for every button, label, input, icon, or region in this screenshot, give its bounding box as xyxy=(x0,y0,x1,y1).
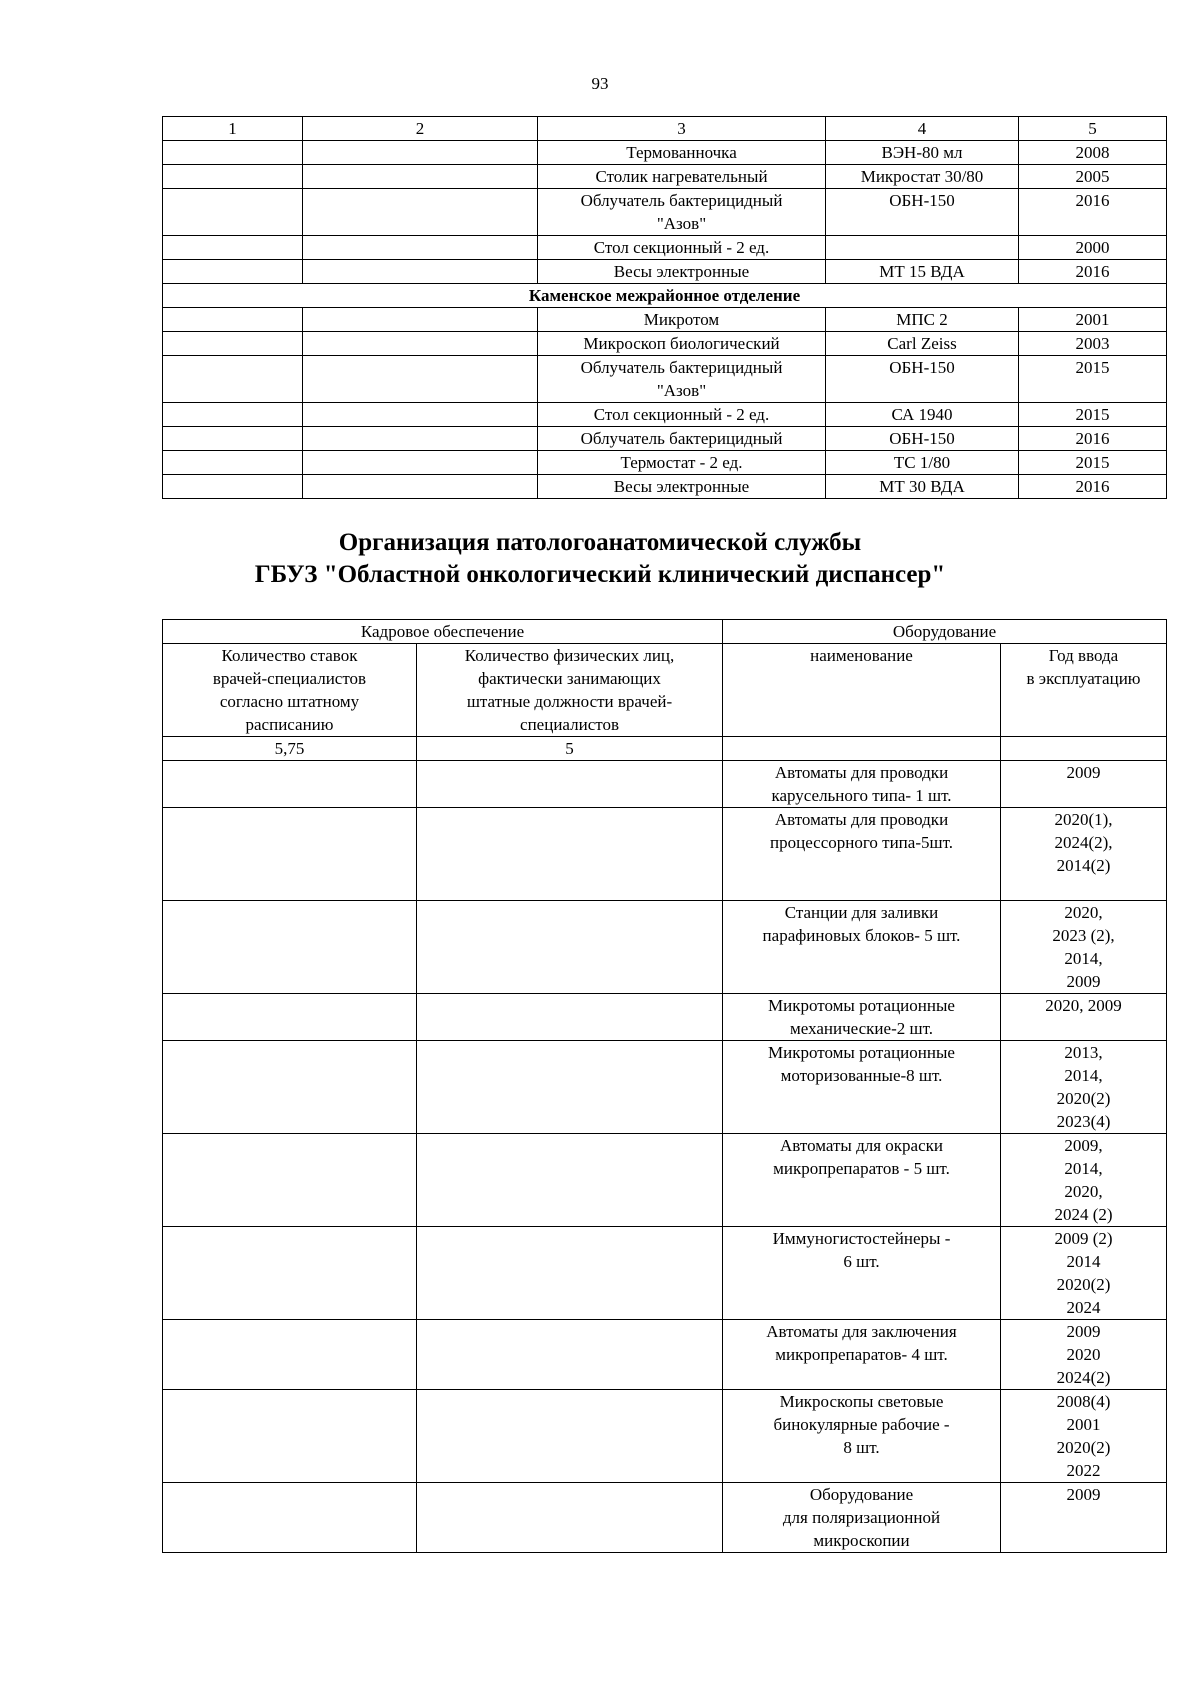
equipment-name: Микротомы ротационные моторизованные-8 шт. xyxy=(723,1041,1001,1134)
column-header-equipment-name: наименование xyxy=(723,644,1001,737)
equipment-name: Стол секционный - 2 ед. xyxy=(538,236,826,260)
equipment-name: Стол секционный - 2 ед. xyxy=(538,403,826,427)
equipment-year: 2020(1), 2024(2), 2014(2) xyxy=(1001,808,1167,901)
table-cell xyxy=(417,1041,723,1134)
column-header-staff-rates: Количество ставок врачей-специалистов согласно штатному расписанию xyxy=(163,644,417,737)
table-cell xyxy=(417,1483,723,1553)
equipment-name: Оборудование для поляризационной микроскопии xyxy=(723,1483,1001,1553)
equipment-name: Столик нагревательный xyxy=(538,165,826,189)
equipment-year: 2003 xyxy=(1019,332,1167,356)
table-row xyxy=(163,332,1167,356)
column-header-row xyxy=(163,644,1167,737)
table-cell xyxy=(163,403,303,427)
column-header-year: Год ввода в эксплуатацию xyxy=(1001,644,1167,737)
equipment-name: Иммуногистостейнеры - 6 шт. xyxy=(723,1227,1001,1320)
equipment-year: 2020, 2009 xyxy=(1001,994,1167,1041)
equipment-year: 2009 xyxy=(1001,761,1167,808)
equipment-table-continued xyxy=(162,116,1167,499)
staff-values-row xyxy=(163,737,1167,761)
equipment-year: 2008(4) 2001 2020(2) 2022 xyxy=(1001,1390,1167,1483)
table-cell xyxy=(163,761,417,808)
table-cell xyxy=(163,1483,417,1553)
table-cell xyxy=(417,901,723,994)
equipment-row xyxy=(163,1390,1167,1483)
table-row xyxy=(163,427,1167,451)
equipment-name: Весы электронные xyxy=(538,260,826,284)
table-cell xyxy=(163,165,303,189)
table-cell xyxy=(163,1134,417,1227)
equipment-model: ОБН-150 xyxy=(826,189,1019,236)
equipment-row xyxy=(163,808,1167,901)
table-cell xyxy=(163,1227,417,1320)
equipment-year: 2020, 2023 (2), 2014, 2009 xyxy=(1001,901,1167,994)
table-cell xyxy=(417,761,723,808)
equipment-name: Облучатель бактерицидный xyxy=(538,427,826,451)
table-cell xyxy=(1001,737,1167,761)
equipment-name: Микроскопы световые бинокулярные рабочие - 8 шт. xyxy=(723,1390,1001,1483)
table-row xyxy=(163,475,1167,499)
equipment-row xyxy=(163,1320,1167,1390)
table-cell xyxy=(163,994,417,1041)
table-cell xyxy=(303,260,538,284)
equipment-year: 2015 xyxy=(1019,356,1167,403)
equipment-model: ТС 1/80 xyxy=(826,451,1019,475)
table-cell xyxy=(163,356,303,403)
equipment-row xyxy=(163,1483,1167,1553)
column-number-5: 5 xyxy=(1019,117,1167,141)
table-cell xyxy=(163,475,303,499)
equipment-model: ОБН-150 xyxy=(826,427,1019,451)
equipment-year: 2009 (2) 2014 2020(2) 2024 xyxy=(1001,1227,1167,1320)
equipment-name: Автоматы для окраски микропрепаратов - 5 шт. xyxy=(723,1134,1001,1227)
group-header-staff: Кадровое обеспечение xyxy=(163,620,723,644)
column-number-2: 2 xyxy=(303,117,538,141)
table-cell xyxy=(303,427,538,451)
section-title-line-2: ГБУЗ "Областной онкологический клинический диспансер" xyxy=(254,561,946,588)
equipment-name: Автоматы для проводки карусельного типа- 1 шт. xyxy=(723,761,1001,808)
table-cell xyxy=(163,308,303,332)
table-cell xyxy=(303,475,538,499)
equipment-model: МТ 30 ВДА xyxy=(826,475,1019,499)
equipment-name: Микротом xyxy=(538,308,826,332)
table-row xyxy=(163,189,1167,236)
table-row xyxy=(163,141,1167,165)
equipment-row xyxy=(163,901,1167,994)
table-cell xyxy=(163,808,417,901)
table-cell xyxy=(723,737,1001,761)
table-cell xyxy=(163,332,303,356)
table-row xyxy=(163,260,1167,284)
equipment-year: 2016 xyxy=(1019,475,1167,499)
column-header-staff-persons: Количество физических лиц, фактически занимающих штатные должности врачей- специалистов xyxy=(417,644,723,737)
table-header-row xyxy=(163,117,1167,141)
equipment-name: Автоматы для проводки процессорного типа-5шт. xyxy=(723,808,1001,901)
table-cell xyxy=(163,260,303,284)
table-cell xyxy=(163,1390,417,1483)
equipment-model: МТ 15 ВДА xyxy=(826,260,1019,284)
table-cell xyxy=(417,1390,723,1483)
equipment-row xyxy=(163,761,1167,808)
table-cell xyxy=(163,141,303,165)
equipment-year: 2016 xyxy=(1019,427,1167,451)
table-cell xyxy=(163,1041,417,1134)
equipment-year: 2009 xyxy=(1001,1483,1167,1553)
table-cell xyxy=(303,141,538,165)
table-cell xyxy=(417,1134,723,1227)
equipment-year: 2015 xyxy=(1019,403,1167,427)
table-cell xyxy=(163,1320,417,1390)
equipment-model: Carl Zeiss xyxy=(826,332,1019,356)
staff-persons-value: 5 xyxy=(417,737,723,761)
table-row xyxy=(163,356,1167,403)
equipment-name: Термованночка xyxy=(538,141,826,165)
table-cell xyxy=(303,236,538,260)
table-row xyxy=(163,403,1167,427)
section-title-line-1: Организация патологоанатомической службы xyxy=(338,529,862,556)
equipment-year: 2008 xyxy=(1019,141,1167,165)
equipment-year: 2009, 2014, 2020, 2024 (2) xyxy=(1001,1134,1167,1227)
equipment-year: 2005 xyxy=(1019,165,1167,189)
staff-rates-value: 5,75 xyxy=(163,737,417,761)
table-cell xyxy=(303,189,538,236)
equipment-row xyxy=(163,994,1167,1041)
equipment-name: Автоматы для заключения микропрепаратов- 4 шт. xyxy=(723,1320,1001,1390)
equipment-name: Облучатель бактерицидный "Азов" xyxy=(538,189,826,236)
table-cell xyxy=(163,427,303,451)
equipment-name: Термостат - 2 ед. xyxy=(538,451,826,475)
table-row xyxy=(163,308,1167,332)
page-number: 93 xyxy=(591,74,609,93)
equipment-model: СА 1940 xyxy=(826,403,1019,427)
table-row xyxy=(163,165,1167,189)
equipment-name: Станции для заливки парафиновых блоков- 5 шт. xyxy=(723,901,1001,994)
equipment-row xyxy=(163,1227,1167,1320)
table-cell xyxy=(303,308,538,332)
equipment-model xyxy=(826,236,1019,260)
table-cell xyxy=(163,451,303,475)
table-cell xyxy=(417,1227,723,1320)
column-number-4: 4 xyxy=(826,117,1019,141)
section-title-kamensk: Каменское межрайонное отделение xyxy=(163,284,1167,308)
equipment-year: 2015 xyxy=(1019,451,1167,475)
section-title xyxy=(0,527,1200,591)
equipment-model: ВЭН-80 мл xyxy=(826,141,1019,165)
table-cell xyxy=(417,994,723,1041)
group-header-equipment: Оборудование xyxy=(723,620,1167,644)
table-cell xyxy=(163,901,417,994)
equipment-name: Микроскоп биологический xyxy=(538,332,826,356)
table-cell xyxy=(303,451,538,475)
pathology-service-table xyxy=(162,619,1167,1553)
section-row xyxy=(163,284,1167,308)
equipment-year: 2016 xyxy=(1019,260,1167,284)
table-cell xyxy=(303,332,538,356)
equipment-row xyxy=(163,1041,1167,1134)
table-row xyxy=(163,451,1167,475)
table-row xyxy=(163,236,1167,260)
equipment-row xyxy=(163,1134,1167,1227)
table-cell xyxy=(163,236,303,260)
table-cell xyxy=(303,165,538,189)
column-number-3: 3 xyxy=(538,117,826,141)
table-cell xyxy=(163,189,303,236)
equipment-name: Облучатель бактерицидный "Азов" xyxy=(538,356,826,403)
column-number-1: 1 xyxy=(163,117,303,141)
table-cell xyxy=(303,403,538,427)
equipment-year: 2013, 2014, 2020(2) 2023(4) xyxy=(1001,1041,1167,1134)
table-cell xyxy=(417,808,723,901)
equipment-year: 2001 xyxy=(1019,308,1167,332)
equipment-model: Микростат 30/80 xyxy=(826,165,1019,189)
table-cell xyxy=(417,1320,723,1390)
equipment-name: Микротомы ротационные механические-2 шт. xyxy=(723,994,1001,1041)
equipment-model: МПС 2 xyxy=(826,308,1019,332)
equipment-year: 2009 2020 2024(2) xyxy=(1001,1320,1167,1390)
equipment-name: Весы электронные xyxy=(538,475,826,499)
group-header-row xyxy=(163,620,1167,644)
equipment-year: 2000 xyxy=(1019,236,1167,260)
equipment-model: ОБН-150 xyxy=(826,356,1019,403)
equipment-year: 2016 xyxy=(1019,189,1167,236)
table-cell xyxy=(303,356,538,403)
